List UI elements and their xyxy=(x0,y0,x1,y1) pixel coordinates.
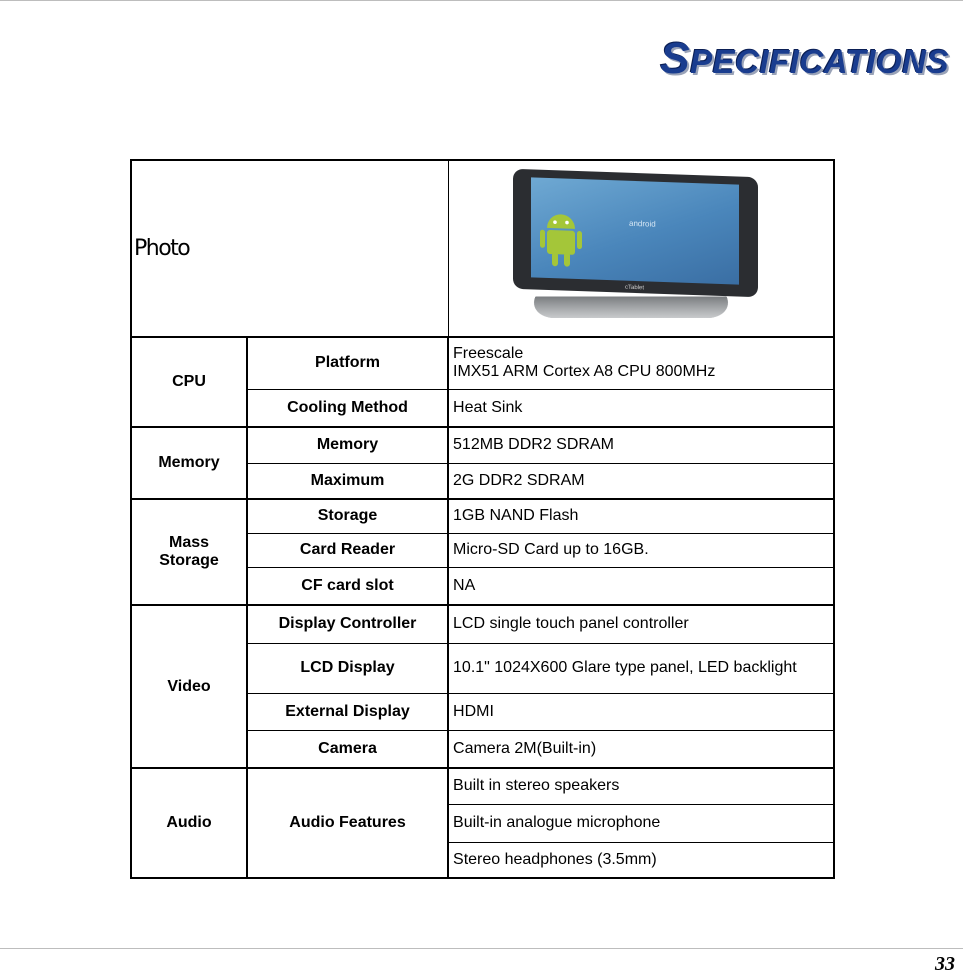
cpu-cooling-value: Heat Sink xyxy=(448,389,834,427)
heading-initial: S xyxy=(660,34,691,83)
tablet-stand xyxy=(526,297,735,318)
memory-group-label: Memory xyxy=(131,427,247,499)
screen-android-text: android xyxy=(628,218,656,229)
mass-storage-line2: Storage xyxy=(159,552,219,569)
bottom-rule xyxy=(0,948,963,949)
cf-slot-value: NA xyxy=(448,567,834,605)
display-controller-value: LCD single touch panel controller xyxy=(448,605,834,643)
cpu-platform-value-line1: Freescale xyxy=(453,345,524,363)
lcd-display-label: LCD Display xyxy=(247,643,448,693)
cpu-platform-label: Platform xyxy=(247,337,448,389)
tablet-brand: cTablet xyxy=(624,284,644,292)
memory-max-value: 2G DDR2 SDRAM xyxy=(448,463,834,499)
page-number: 33 xyxy=(935,953,955,975)
cpu-platform-value xyxy=(448,337,834,389)
memory-row xyxy=(131,427,834,463)
cpu-platform-value-line2: IMX51 ARM Cortex A8 CPU 800MHz xyxy=(453,363,716,381)
camera-value: Camera 2M(Built-in) xyxy=(448,730,834,768)
audio-group-label: Audio xyxy=(131,768,247,878)
page-heading xyxy=(660,34,949,84)
cpu-group-label: CPU xyxy=(131,337,247,427)
external-display-value: HDMI xyxy=(448,693,834,730)
camera-label: Camera xyxy=(247,730,448,768)
lcd-display-value: 10.1" 1024X600 Glare type panel, LED backlight xyxy=(448,643,834,693)
display-controller-row xyxy=(131,605,834,643)
audio-features-label: Audio Features xyxy=(247,768,448,878)
photo-label: Photo xyxy=(131,160,448,337)
photo-cell xyxy=(448,160,834,337)
audio-row-1 xyxy=(131,768,834,804)
memory-label: Memory xyxy=(247,427,448,463)
top-rule xyxy=(0,0,963,1)
tablet-device xyxy=(513,169,758,298)
storage-row xyxy=(131,499,834,533)
cpu-cooling-label: Cooling Method xyxy=(247,389,448,427)
audio-value-speakers: Built in stereo speakers xyxy=(448,768,834,804)
mass-storage-line1: Mass xyxy=(168,534,210,551)
video-group-label: Video xyxy=(131,605,247,768)
external-display-label: External Display xyxy=(247,693,448,730)
card-reader-value: Micro-SD Card up to 16GB. xyxy=(448,533,834,567)
cpu-platform-row xyxy=(131,337,834,389)
audio-value-headphones: Stereo headphones (3.5mm) xyxy=(448,842,834,878)
card-reader-label: Card Reader xyxy=(247,533,448,567)
mass-storage-group-label xyxy=(131,499,247,605)
android-robot-icon xyxy=(539,208,583,272)
tablet-photo xyxy=(501,161,767,336)
specifications-table xyxy=(130,159,835,879)
memory-max-label: Maximum xyxy=(247,463,448,499)
heading-rest: PECIFICATIONS xyxy=(690,43,949,80)
photo-row xyxy=(131,160,834,337)
display-controller-label: Display Controller xyxy=(247,605,448,643)
cf-slot-label: CF card slot xyxy=(247,567,448,605)
memory-value: 512MB DDR2 SDRAM xyxy=(448,427,834,463)
audio-value-microphone: Built-in analogue microphone xyxy=(448,804,834,842)
tablet-screen xyxy=(531,177,739,284)
storage-label: Storage xyxy=(247,499,448,533)
storage-value: 1GB NAND Flash xyxy=(448,499,834,533)
